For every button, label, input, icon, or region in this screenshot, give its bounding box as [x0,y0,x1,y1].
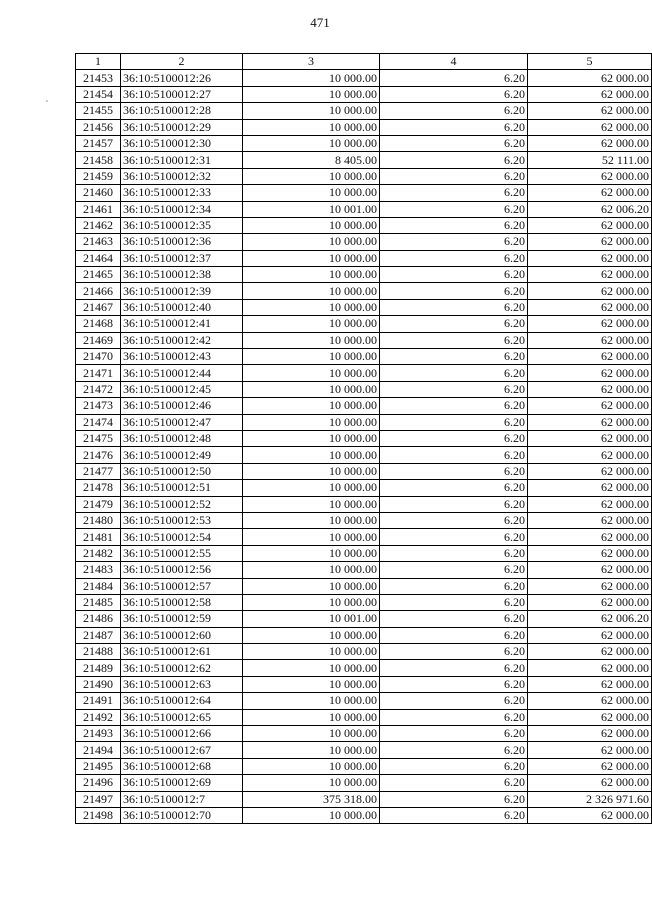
area-cell: 375 318.00 [243,791,380,807]
amount-cell: 62 000.00 [528,512,652,528]
table-row [76,562,652,578]
area-cell: 8 405.00 [243,152,380,168]
amount-cell: 62 000.00 [528,381,652,397]
table-row [76,512,652,528]
area-cell: 10 000.00 [243,283,380,299]
rate-cell: 6.20 [380,86,528,102]
amount-cell: 62 000.00 [528,676,652,692]
cadastral-number-cell: 36:10:5100012:48 [121,430,243,446]
table-row [76,758,652,774]
table-row [76,627,652,643]
area-cell: 10 000.00 [243,349,380,365]
row-number-cell: 21493 [76,726,121,742]
table-row [76,86,652,102]
area-cell: 10 000.00 [243,267,380,283]
table-row [76,103,652,119]
row-number-cell: 21488 [76,644,121,660]
area-cell: 10 000.00 [243,693,380,709]
row-number-cell: 21471 [76,365,121,381]
rate-cell: 6.20 [380,299,528,315]
amount-cell: 62 000.00 [528,70,652,86]
row-number-cell: 21477 [76,463,121,479]
area-cell: 10 000.00 [243,463,380,479]
row-number-cell: 21474 [76,414,121,430]
area-cell: 10 000.00 [243,119,380,135]
row-number-cell: 21482 [76,545,121,561]
row-number-cell: 21486 [76,611,121,627]
rate-cell: 6.20 [380,676,528,692]
rate-cell: 6.20 [380,267,528,283]
cadastral-number-cell: 36:10:5100012:52 [121,496,243,512]
area-cell: 10 000.00 [243,758,380,774]
amount-cell: 62 000.00 [528,349,652,365]
cadastral-number-cell: 36:10:5100012:27 [121,86,243,102]
amount-cell: 62 000.00 [528,463,652,479]
amount-cell: 62 000.00 [528,578,652,594]
cadastral-number-cell: 36:10:5100012:59 [121,611,243,627]
area-cell: 10 000.00 [243,103,380,119]
cadastral-number-cell: 36:10:5100012:55 [121,545,243,561]
rate-cell: 6.20 [380,578,528,594]
amount-cell: 62 000.00 [528,299,652,315]
cadastral-number-cell: 36:10:5100012:56 [121,562,243,578]
rate-cell: 6.20 [380,709,528,725]
row-number-cell: 21463 [76,234,121,250]
area-cell: 10 000.00 [243,742,380,758]
cadastral-number-cell: 36:10:5100012:68 [121,758,243,774]
amount-cell: 62 000.00 [528,365,652,381]
amount-cell: 62 000.00 [528,709,652,725]
cadastral-number-cell: 36:10:5100012:57 [121,578,243,594]
row-number-cell: 21489 [76,660,121,676]
cadastral-number-cell: 36:10:5100012:31 [121,152,243,168]
table-row [76,349,652,365]
cadastral-number-cell: 36:10:5100012:53 [121,512,243,528]
area-cell: 10 000.00 [243,398,380,414]
amount-cell: 62 000.00 [528,562,652,578]
cadastral-number-cell: 36:10:5100012:26 [121,70,243,86]
amount-cell: 62 000.00 [528,726,652,742]
area-cell: 10 000.00 [243,480,380,496]
table-row [76,578,652,594]
table-row [76,693,652,709]
column-header-5: 5 [528,54,652,70]
row-number-cell: 21479 [76,496,121,512]
cadastral-number-cell: 36:10:5100012:33 [121,185,243,201]
table-row [76,496,652,512]
page-number: 471 [310,15,330,30]
cadastral-number-cell: 36:10:5100012:37 [121,250,243,266]
rate-cell: 6.20 [380,693,528,709]
cadastral-number-cell: 36:10:5100012:32 [121,168,243,184]
rate-cell: 6.20 [380,758,528,774]
rate-cell: 6.20 [380,414,528,430]
amount-cell: 62 000.00 [528,480,652,496]
table-row [76,414,652,430]
rate-cell: 6.20 [380,119,528,135]
column-header-2: 2 [121,54,243,70]
table-row [76,119,652,135]
area-cell: 10 000.00 [243,578,380,594]
amount-cell: 52 111.00 [528,152,652,168]
rate-cell: 6.20 [380,496,528,512]
area-cell: 10 000.00 [243,562,380,578]
cadastral-number-cell: 36:10:5100012:70 [121,807,243,823]
row-number-cell: 21468 [76,316,121,332]
row-number-cell: 21473 [76,398,121,414]
row-number-cell: 21466 [76,283,121,299]
area-cell: 10 000.00 [243,496,380,512]
cadastral-number-cell: 36:10:5100012:42 [121,332,243,348]
area-cell: 10 000.00 [243,676,380,692]
row-number-cell: 21490 [76,676,121,692]
row-number-cell: 21485 [76,594,121,610]
amount-cell: 62 000.00 [528,496,652,512]
cadastral-number-cell: 36:10:5100012:39 [121,283,243,299]
amount-cell: 62 000.00 [528,758,652,774]
table-row [76,545,652,561]
table-row [76,365,652,381]
cadastral-number-cell: 36:10:5100012:66 [121,726,243,742]
rate-cell: 6.20 [380,529,528,545]
area-cell: 10 000.00 [243,430,380,446]
area-cell: 10 000.00 [243,660,380,676]
area-cell: 10 000.00 [243,807,380,823]
row-number-cell: 21472 [76,381,121,397]
table-row [76,430,652,446]
rate-cell: 6.20 [380,562,528,578]
area-cell: 10 001.00 [243,611,380,627]
cadastral-number-cell: 36:10:5100012:54 [121,529,243,545]
rate-cell: 6.20 [380,349,528,365]
rate-cell: 6.20 [380,480,528,496]
area-cell: 10 000.00 [243,365,380,381]
row-number-cell: 21458 [76,152,121,168]
amount-cell: 62 000.00 [528,283,652,299]
amount-cell: 62 000.00 [528,644,652,660]
row-number-cell: 21478 [76,480,121,496]
amount-cell: 62 000.00 [528,660,652,676]
table-row [76,660,652,676]
rate-cell: 6.20 [380,594,528,610]
table-row [76,742,652,758]
rate-cell: 6.20 [380,644,528,660]
table-row [76,234,652,250]
row-number-cell: 21492 [76,709,121,725]
row-number-cell: 21475 [76,430,121,446]
row-number-cell: 21494 [76,742,121,758]
row-number-cell: 21491 [76,693,121,709]
amount-cell: 2 326 971.60 [528,791,652,807]
cadastral-number-cell: 36:10:5100012:50 [121,463,243,479]
table-row [76,316,652,332]
amount-cell: 62 000.00 [528,693,652,709]
rate-cell: 6.20 [380,234,528,250]
rate-cell: 6.20 [380,611,528,627]
row-number-cell: 21457 [76,135,121,151]
amount-cell: 62 000.00 [528,250,652,266]
rate-cell: 6.20 [380,430,528,446]
rate-cell: 6.20 [380,742,528,758]
table-row [76,463,652,479]
cadastral-number-cell: 36:10:5100012:29 [121,119,243,135]
cadastral-number-cell: 36:10:5100012:34 [121,201,243,217]
rate-cell: 6.20 [380,152,528,168]
table-body [76,70,652,824]
area-cell: 10 000.00 [243,447,380,463]
rate-cell: 6.20 [380,316,528,332]
row-number-cell: 21467 [76,299,121,315]
table-row [76,332,652,348]
rate-cell: 6.20 [380,217,528,233]
rate-cell: 6.20 [380,103,528,119]
amount-cell: 62 000.00 [528,775,652,791]
area-cell: 10 000.00 [243,299,380,315]
area-cell: 10 000.00 [243,250,380,266]
cadastral-number-cell: 36:10:5100012:64 [121,693,243,709]
row-number-cell: 21487 [76,627,121,643]
rate-cell: 6.20 [380,775,528,791]
area-cell: 10 000.00 [243,381,380,397]
table-row [76,217,652,233]
amount-cell: 62 000.00 [528,217,652,233]
cadastral-number-cell: 36:10:5100012:58 [121,594,243,610]
amount-cell: 62 000.00 [528,234,652,250]
table-row [76,283,652,299]
row-number-cell: 21461 [76,201,121,217]
amount-cell: 62 000.00 [528,529,652,545]
table-row [76,201,652,217]
cadastral-number-cell: 36:10:5100012:35 [121,217,243,233]
table-row [76,267,652,283]
amount-cell: 62 000.00 [528,414,652,430]
table-row [76,529,652,545]
amount-cell: 62 000.00 [528,267,652,283]
row-number-cell: 21464 [76,250,121,266]
row-number-cell: 21480 [76,512,121,528]
cadastral-number-cell: 36:10:5100012:41 [121,316,243,332]
amount-cell: 62 006.20 [528,611,652,627]
table-row [76,775,652,791]
row-number-cell: 21495 [76,758,121,774]
cadastral-number-cell: 36:10:5100012:7 [121,791,243,807]
table-row [76,398,652,414]
cadastral-number-cell: 36:10:5100012:63 [121,676,243,692]
column-header-1: 1 [76,54,121,70]
amount-cell: 62 000.00 [528,447,652,463]
row-number-cell: 21454 [76,86,121,102]
cadastral-number-cell: 36:10:5100012:47 [121,414,243,430]
cadastral-number-cell: 36:10:5100012:62 [121,660,243,676]
area-cell: 10 000.00 [243,217,380,233]
column-header-4: 4 [380,54,528,70]
table-row [76,70,652,86]
cadastral-number-cell: 36:10:5100012:65 [121,709,243,725]
cadastral-number-cell: 36:10:5100012:38 [121,267,243,283]
row-number-cell: 21483 [76,562,121,578]
amount-cell: 62 000.00 [528,430,652,446]
table-row [76,791,652,807]
table-row [76,168,652,184]
table-row [76,594,652,610]
row-number-cell: 21455 [76,103,121,119]
area-cell: 10 000.00 [243,594,380,610]
rate-cell: 6.20 [380,381,528,397]
rate-cell: 6.20 [380,201,528,217]
rate-cell: 6.20 [380,627,528,643]
area-cell: 10 000.00 [243,627,380,643]
amount-cell: 62 000.00 [528,545,652,561]
cadastral-number-cell: 36:10:5100012:40 [121,299,243,315]
amount-cell: 62 000.00 [528,807,652,823]
data-table [75,53,652,824]
table-row [76,644,652,660]
rate-cell: 6.20 [380,463,528,479]
table-row [76,709,652,725]
area-cell: 10 000.00 [243,414,380,430]
row-number-cell: 21470 [76,349,121,365]
table-row [76,381,652,397]
table-row [76,152,652,168]
row-number-cell: 21460 [76,185,121,201]
area-cell: 10 000.00 [243,234,380,250]
rate-cell: 6.20 [380,545,528,561]
amount-cell: 62 000.00 [528,594,652,610]
table-row [76,185,652,201]
rate-cell: 6.20 [380,70,528,86]
amount-cell: 62 000.00 [528,332,652,348]
area-cell: 10 000.00 [243,709,380,725]
row-number-cell: 21484 [76,578,121,594]
rate-cell: 6.20 [380,512,528,528]
row-number-cell: 21465 [76,267,121,283]
table-row [76,135,652,151]
cadastral-number-cell: 36:10:5100012:61 [121,644,243,660]
area-cell: 10 000.00 [243,545,380,561]
rate-cell: 6.20 [380,135,528,151]
row-number-cell: 21481 [76,529,121,545]
area-cell: 10 000.00 [243,168,380,184]
area-cell: 10 000.00 [243,70,380,86]
area-cell: 10 000.00 [243,316,380,332]
row-number-cell: 21496 [76,775,121,791]
amount-cell: 62 000.00 [528,627,652,643]
cadastral-number-cell: 36:10:5100012:51 [121,480,243,496]
cadastral-number-cell: 36:10:5100012:60 [121,627,243,643]
header-row [76,54,652,70]
row-number-cell: 21459 [76,168,121,184]
area-cell: 10 000.00 [243,86,380,102]
table-row [76,480,652,496]
amount-cell: 62 000.00 [528,316,652,332]
table-row [76,250,652,266]
column-header-3: 3 [243,54,380,70]
rate-cell: 6.20 [380,726,528,742]
rate-cell: 6.20 [380,283,528,299]
rate-cell: 6.20 [380,660,528,676]
row-number-cell: 21498 [76,807,121,823]
area-cell: 10 000.00 [243,726,380,742]
area-cell: 10 000.00 [243,135,380,151]
rate-cell: 6.20 [380,332,528,348]
row-number-cell: 21453 [76,70,121,86]
table-row [76,299,652,315]
amount-cell: 62 000.00 [528,742,652,758]
cadastral-number-cell: 36:10:5100012:28 [121,103,243,119]
cadastral-number-cell: 36:10:5100012:46 [121,398,243,414]
amount-cell: 62 006.20 [528,201,652,217]
amount-cell: 62 000.00 [528,398,652,414]
rate-cell: 6.20 [380,447,528,463]
table-row [76,676,652,692]
area-cell: 10 000.00 [243,775,380,791]
table-row [76,807,652,823]
area-cell: 10 000.00 [243,185,380,201]
table-row [76,611,652,627]
amount-cell: 62 000.00 [528,185,652,201]
rate-cell: 6.20 [380,365,528,381]
cadastral-number-cell: 36:10:5100012:36 [121,234,243,250]
amount-cell: 62 000.00 [528,135,652,151]
rate-cell: 6.20 [380,168,528,184]
area-cell: 10 000.00 [243,644,380,660]
row-number-cell: 21456 [76,119,121,135]
amount-cell: 62 000.00 [528,119,652,135]
cadastral-number-cell: 36:10:5100012:44 [121,365,243,381]
scan-speck [46,100,48,102]
rate-cell: 6.20 [380,398,528,414]
rate-cell: 6.20 [380,185,528,201]
cadastral-number-cell: 36:10:5100012:69 [121,775,243,791]
cadastral-number-cell: 36:10:5100012:49 [121,447,243,463]
cadastral-number-cell: 36:10:5100012:43 [121,349,243,365]
area-cell: 10 000.00 [243,512,380,528]
amount-cell: 62 000.00 [528,168,652,184]
row-number-cell: 21469 [76,332,121,348]
area-cell: 10 001.00 [243,201,380,217]
amount-cell: 62 000.00 [528,103,652,119]
cadastral-number-cell: 36:10:5100012:30 [121,135,243,151]
rate-cell: 6.20 [380,791,528,807]
area-cell: 10 000.00 [243,529,380,545]
row-number-cell: 21462 [76,217,121,233]
rate-cell: 6.20 [380,250,528,266]
amount-cell: 62 000.00 [528,86,652,102]
table-row [76,726,652,742]
row-number-cell: 21497 [76,791,121,807]
cadastral-number-cell: 36:10:5100012:45 [121,381,243,397]
rate-cell: 6.20 [380,807,528,823]
row-number-cell: 21476 [76,447,121,463]
cadastral-number-cell: 36:10:5100012:67 [121,742,243,758]
area-cell: 10 000.00 [243,332,380,348]
table-row [76,447,652,463]
